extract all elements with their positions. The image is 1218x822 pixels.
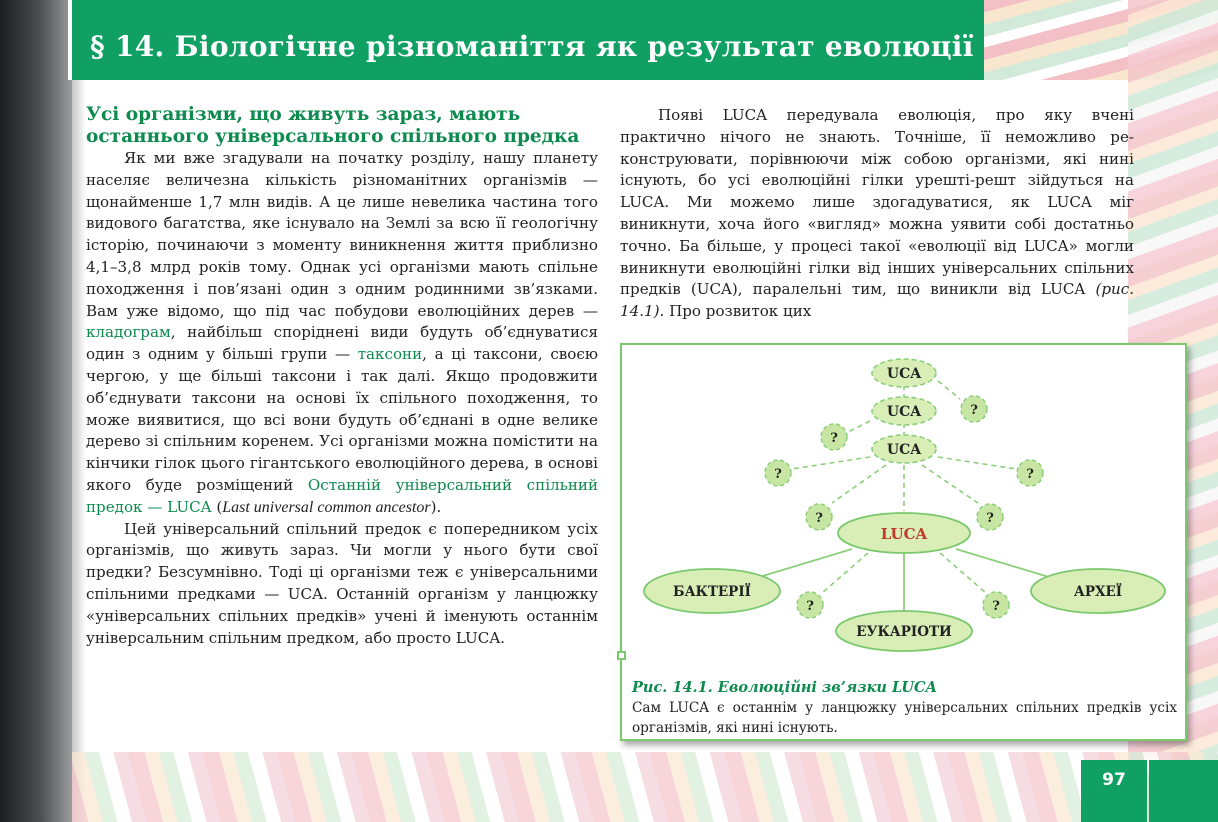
question-label: ? bbox=[774, 467, 782, 482]
question-label: ? bbox=[830, 431, 838, 446]
question-label: ? bbox=[815, 511, 823, 526]
subsection-heading: Усі організми, що живуть зараз, мають останнього універсального спільного предка bbox=[86, 104, 580, 147]
node-eukaryotes bbox=[836, 611, 972, 651]
question-label: ? bbox=[992, 599, 1000, 614]
figure-reference: (рис. 14.1). bbox=[620, 280, 1134, 321]
edge-uca3-qll bbox=[832, 465, 886, 503]
edge-luca-qbottom-left bbox=[822, 553, 868, 593]
left-margin-fade bbox=[72, 0, 86, 822]
question-node-1 bbox=[961, 396, 987, 422]
node-bacteria bbox=[644, 569, 780, 613]
figure-caption-title: Рис. 14.1. Еволюційні зв’язки LUCA bbox=[632, 679, 937, 696]
right-paragraph-1 bbox=[620, 105, 1134, 323]
term-taxony: таксони bbox=[357, 345, 423, 364]
node-uca-2 bbox=[872, 397, 936, 425]
edge-uca1-q bbox=[938, 381, 960, 399]
node-label: UCA bbox=[886, 404, 922, 420]
node-label: UCA bbox=[886, 366, 922, 382]
node-archaea bbox=[1031, 569, 1165, 613]
term-luca: Останній універсальний спільний предок — LUCA bbox=[86, 475, 599, 516]
node-label: АРХЕЇ bbox=[1073, 584, 1123, 600]
question-node-3 bbox=[765, 460, 791, 486]
text-run: ). bbox=[430, 497, 442, 516]
edge-uca3-qleft bbox=[792, 457, 870, 469]
edge-uca2-q bbox=[846, 421, 870, 433]
left-paragraph-1 bbox=[86, 148, 598, 519]
text-run: , найбільш споріднені види будуть об’єднуватися один з одним у більші групи — bbox=[86, 323, 598, 364]
page-number: 97 bbox=[1102, 770, 1126, 790]
figure-14-1 bbox=[620, 343, 1187, 741]
section-title: § 14. Біологічне різноманіття як результат еволюції bbox=[90, 30, 974, 63]
node-label: LUCA bbox=[880, 525, 928, 543]
question-label: ? bbox=[1026, 467, 1034, 482]
node-uca-1 bbox=[872, 359, 936, 387]
text-run: , а ці таксони, своєю чергою, у ще більші таксони і так далі. Якщо продовжити об’єднувати таксони на основі їх спільного походження, то може виявитися, що всі вони будуть об’єднані в одне велике дерево зі спільним коренем. Усі організми можна помістити на кінчики гілок цього гігантського еволюційного дерева, в основі якого буде розміщений bbox=[86, 345, 598, 494]
text-run: Про розвиток цих bbox=[664, 302, 812, 321]
text-run: ( bbox=[211, 497, 223, 516]
question-node-6 bbox=[977, 504, 1003, 530]
node-label: UCA bbox=[886, 442, 922, 458]
edge-uca3-qrr bbox=[922, 465, 978, 503]
question-node-5 bbox=[806, 504, 832, 530]
left-paragraph-2: Цей універсальний спільний предок є попередником усіх організмів, що живуть зараз. Чи могли у нього бути свої предки? Безсумнівно. Тоді ці організми теж є універсальними спільними предками — UCA. Останній організм у ланцюжку «універсальних спільних предків» учені й іменують останнім універсальним спільним предком, або просто LUCA. bbox=[86, 519, 598, 647]
question-node-7 bbox=[797, 592, 823, 618]
question-node-4 bbox=[1017, 460, 1043, 486]
left-dark-margin bbox=[0, 0, 72, 822]
node-luca bbox=[838, 513, 970, 553]
luca-diagram bbox=[622, 345, 1185, 675]
node-label: БАКТЕРІЇ bbox=[673, 584, 751, 600]
left-column bbox=[86, 104, 598, 649]
term-kladogram: кладограм bbox=[86, 323, 171, 342]
node-label: ЕУКАРІОТИ bbox=[856, 624, 952, 640]
question-label: ? bbox=[806, 599, 814, 614]
node-uca-3 bbox=[872, 435, 936, 463]
page-number-box bbox=[1081, 760, 1147, 822]
question-node-2 bbox=[821, 424, 847, 450]
question-node-8 bbox=[983, 592, 1009, 618]
right-column bbox=[620, 105, 1134, 323]
question-label: ? bbox=[970, 403, 978, 418]
figure-caption-text: Сам LUCA є останнім у ланцюжку універсальних спільних предків усіх організмів, які нині існують. bbox=[632, 700, 1177, 736]
edge-luca-qbottom-right bbox=[940, 553, 986, 593]
page-number-box-extension bbox=[1149, 760, 1218, 822]
edge-uca3-qright bbox=[938, 457, 1016, 469]
section-header bbox=[68, 0, 984, 80]
bottom-decoration bbox=[72, 752, 1218, 822]
text-run: Як ми вже згадували на початку розділу, нашу планету населяє величезна кількість різноманітних організмів — щонайменше 1,7 млн видів. А це лише невелика частина того видового багатства, яке існувало на Землі за всю її геологічну історію, починаючи з моменту виникнення життя приблизно 4,1–3,8 млрд років тому. Однак усі організми мають спільне походження і пов’язані один з одним родинними зв’язками. Вам уже відомо, що під час побудови еволюційних дерев — bbox=[86, 149, 598, 320]
latin-name: Last universal common ancestor bbox=[222, 498, 431, 516]
question-label: ? bbox=[986, 511, 994, 526]
text-run: Появі LUCA передувала еволюція, про яку вчені практично нічого не знають. Точніше, її неможливо реконструювати, порівнюючи між собою організми, які нині існують, бо усі еволюційні гілки урешті-решт зійдуться на LUCA. Ми можемо лише здогадуватися, як LUCA міг виникнути, хоча його «вигляд» можна уявити собі достатньо точно. Ба більше, у процесі такої «еволюції від LUCA» могли виникнути еволюційні гілки від інших універсальних спільних предків (UCA), паралельні тим, що виникли від LUCA bbox=[620, 106, 1134, 299]
